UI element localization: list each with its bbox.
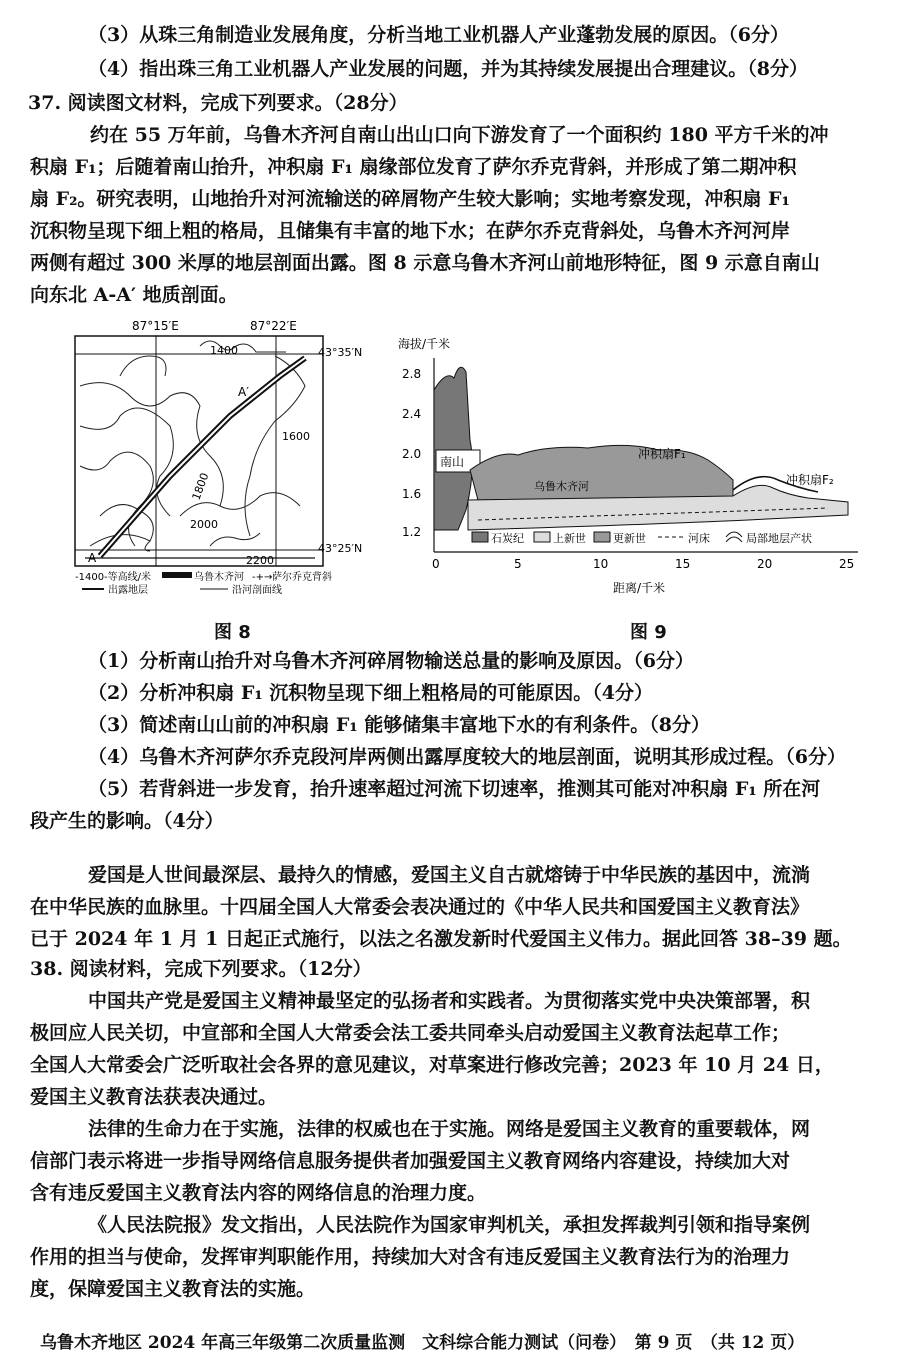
contour-label-2000: 2000 (190, 518, 218, 531)
q37-material-line: 积扇 F₁；后随着南山抬升，冲积扇 F₁ 扇缘部位发育了萨尔乔克背斜，并形成了第二期冲积 (30, 156, 797, 178)
q37-question: （2）分析冲积扇 F₁ 沉积物呈现下细上粗格局的可能原因。（4分） (88, 682, 653, 704)
q38-heading: 38. 阅读材料，完成下列要求。（12分） (30, 958, 372, 980)
figure-8-map (60, 316, 400, 596)
legend-swatch (472, 532, 488, 542)
legend-label: 上新世 (553, 532, 586, 545)
legend-swatch (534, 532, 550, 542)
intro-line: 爱国是人世间最深层、最持久的情感，爱国主义自古就熔铸于中华民族的基因中，流淌 (88, 864, 811, 886)
point-a-label: A (88, 551, 97, 565)
river-label: 乌鲁木齐河 (534, 480, 589, 493)
q38-p1-line: 极回应人民关切，中宣部和全国人大常委会法工委共同牵头启动爱国主义教育法起草工作； (30, 1022, 791, 1044)
q37-question: （1）分析南山抬升对乌鲁木齐河碎屑物输送总量的影响及原因。（6分） (88, 650, 694, 672)
lat-label-2: 43°25′N (318, 542, 363, 555)
figure-9-profile (388, 330, 874, 605)
q38-p1-line: 全国人大常委会广泛听取社会各界的意见建议，对草案进行修改完善；2023 年 10 月 24 日， (30, 1054, 834, 1076)
fan-f2-label: 冲积扇F₂ (786, 473, 834, 487)
lat-label-1: 43°35′N (318, 346, 363, 359)
figure-8-caption: 图 8 (214, 622, 251, 643)
figure-9-caption: 图 9 (630, 622, 667, 643)
q38-p1-line: 爱国主义教育法获表决通过。 (30, 1086, 278, 1108)
intro-line: 已于 2024 年 1 月 1 日起正式施行，以法之名激发新时代爱国主义伟力。据此回答 38–39 题。 (30, 928, 852, 950)
contour-label-1800: 1800 (189, 471, 212, 502)
legend-label: 石炭纪 (491, 532, 524, 545)
q37-question: （3）简述南山山前的冲积扇 F₁ 能够储集丰富地下水的有利条件。（8分） (88, 714, 710, 736)
legend-anticline: 萨尔乔克背斜 (272, 572, 332, 583)
q37-question: 段产生的影响。（4分） (30, 810, 224, 832)
x-axis-label: 距离/千米 (613, 581, 666, 595)
q37-material-line: 向东北 A-A′ 地质剖面。 (30, 284, 238, 306)
contour-label-2200: 2200 (246, 554, 274, 567)
legend-swatch (594, 532, 610, 542)
fig9-legend (472, 531, 812, 545)
y-tick-labels (402, 367, 421, 539)
point-a-prime-label: A′ (238, 385, 249, 399)
y-tick: 2.4 (402, 407, 422, 421)
lon-label-1: 87°15′E (132, 319, 179, 333)
y-axis-label: 海拔/千米 (398, 337, 451, 351)
q37-material-line: 约在 55 万年前，乌鲁木齐河自南山出山口向下游发育了一个面积约 180 平方千米的冲 (90, 124, 829, 146)
q38-p1-line: 中国共产党是爱国主义精神最坚定的弘扬者和实践者。为贯彻落实党中央决策部署，积 (88, 990, 811, 1012)
nanshan-label: 南山 (440, 455, 465, 469)
legend-label: 局部地层产状 (746, 532, 812, 545)
q37-material-line: 两侧有超过 300 米厚的地层剖面出露。图 8 示意乌鲁木齐河山前地形特征，图 9 示意自南山 (30, 252, 820, 274)
legend-section: 沿河剖面线 (232, 585, 282, 596)
q38-p3-line: 度，保障爱国主义教育法的实施。 (30, 1278, 316, 1300)
q37-material-line: 扇 F₂。研究表明，山地抬升对河流输送的碎屑物产生较大影响；实地考察发现，冲积扇 F₁ (30, 188, 790, 210)
y-tick: 1.2 (402, 525, 422, 539)
question-3-previous: （3）从珠三角制造业发展角度，分析当地工业机器人产业蓬勃发展的原因。（6分） (88, 24, 789, 46)
legend-contour: -1400-等高线/米 (75, 572, 152, 583)
y-tick: 2.8 (402, 367, 422, 381)
q37-material-line: 沉积物呈现下细上粗的格局，且储集有丰富的地下水；在萨尔乔克背斜处，乌鲁木齐河河岸 (30, 220, 791, 242)
y-tick: 2.0 (402, 447, 422, 461)
y-tick: 1.6 (402, 487, 422, 501)
contour-label-1600: 1600 (282, 430, 310, 443)
legend-river-swatch (162, 572, 192, 578)
legend-label: 更新世 (613, 532, 646, 545)
question-4-previous: （4）指出珠三角工业机器人产业发展的问题，并为其持续发展提出合理建议。（8分） (88, 58, 808, 80)
x-tick: 15 (675, 557, 691, 571)
x-tick: 20 (757, 557, 773, 571)
page-footer: 乌鲁木齐地区 2024 年高三年级第二次质量监测 文科综合能力测试（问卷） 第 9 页 （共 12 页） (40, 1333, 805, 1353)
legend-anticline-symbol: -+→ (252, 572, 273, 583)
fan-f1-label: 冲积扇F₁ (638, 447, 686, 461)
x-tick: 5 (514, 557, 522, 571)
nanshan-mass (434, 367, 472, 530)
legend-swatch (726, 532, 742, 542)
q37-heading: 37. 阅读图文材料，完成下列要求。（28分） (28, 92, 408, 114)
q38-p3-line: 《人民法院报》发文指出，人民法院作为国家审判机关，承担发挥裁判引领和指导案例 (88, 1214, 811, 1236)
x-tick: 25 (839, 557, 855, 571)
intro-line: 在中华民族的血脉里。十四届全国人大常委会表决通过的《中华人民共和国爱国主义教育法》 (30, 896, 810, 918)
q38-p2-line: 含有违反爱国主义教育法内容的网络信息的治理力度。 (30, 1182, 487, 1204)
q37-question: （5）若背斜进一步发育，抬升速率超过河流下切速率，推测其可能对冲积扇 F₁ 所在河 (88, 778, 821, 800)
lon-label-2: 87°22′E (250, 319, 297, 333)
x-tick: 10 (593, 557, 609, 571)
legend-river: 乌鲁木齐河 (194, 572, 244, 583)
q38-p3-line: 作用的担当与使命，发挥审判职能作用，持续加大对含有违反爱国主义教育法行为的治理力 (30, 1246, 791, 1268)
legend-label: 河床 (688, 532, 710, 545)
contour-label-1400: 1400 (210, 344, 238, 357)
fan-f1-pleistocene (470, 445, 733, 500)
q38-p2-line: 信部门表示将进一步指导网络信息服务提供者加强爱国主义教育网络内容建设，持续加大对 (30, 1150, 791, 1172)
x-tick-labels (432, 557, 854, 571)
q37-question: （4）乌鲁木齐河萨尔乔克段河岸两侧出露厚度较大的地层剖面，说明其形成过程。（6分） (88, 746, 846, 768)
legend-stratum: 出露地层 (108, 585, 148, 596)
q38-p2-line: 法律的生命力在于实施，法律的权威也在于实施。网络是爱国主义教育的重要载体，网 (88, 1118, 811, 1140)
x-tick: 0 (432, 557, 440, 571)
